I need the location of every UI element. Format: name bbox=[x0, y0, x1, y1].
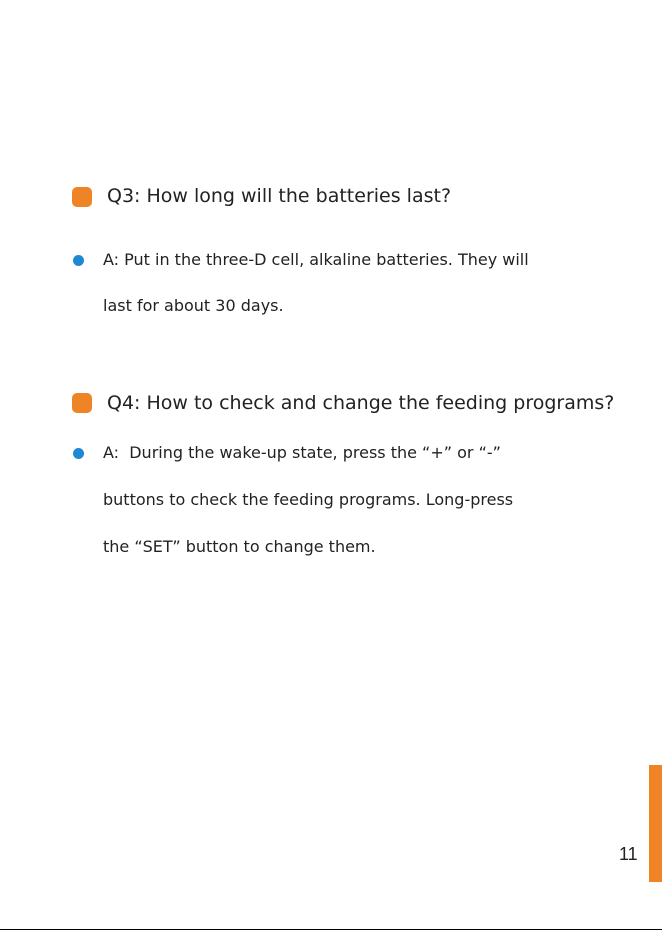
answer-q4-line-3: the “SET” button to change them. bbox=[103, 537, 376, 556]
page-number: 11 bbox=[619, 844, 638, 864]
answer-q3-line-1: A: Put in the three-D cell, alkaline batteries. They will bbox=[103, 250, 529, 269]
bottom-rule bbox=[0, 929, 662, 930]
side-tab bbox=[649, 765, 662, 882]
question-q4: Q4: How to check and change the feeding programs? bbox=[107, 392, 615, 414]
answer-marker-q4 bbox=[73, 448, 84, 459]
answer-q3-line-2: last for about 30 days. bbox=[103, 296, 284, 315]
question-marker-q3 bbox=[72, 187, 92, 207]
answer-q4-line-1: A: During the wake-up state, press the “+” or “-” bbox=[103, 443, 501, 462]
answer-q4-line-2: buttons to check the feeding programs. Long-press bbox=[103, 490, 514, 509]
question-q3: Q3: How long will the batteries last? bbox=[107, 185, 452, 207]
answer-marker-q3 bbox=[73, 255, 84, 266]
question-marker-q4 bbox=[72, 393, 92, 413]
